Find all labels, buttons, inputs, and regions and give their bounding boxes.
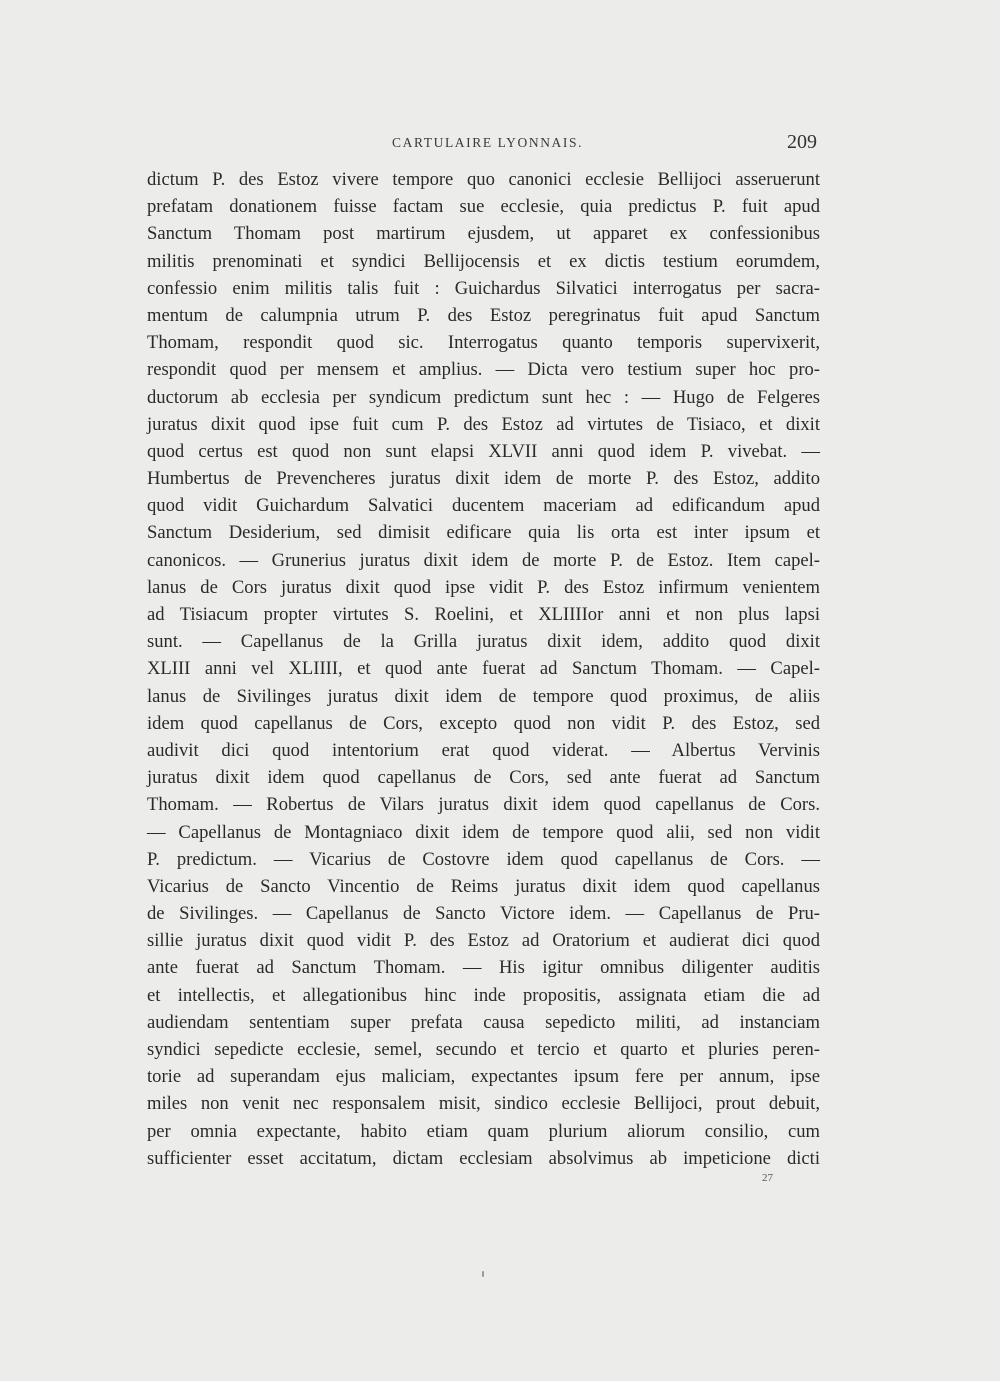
- text-line: per omnia expectante, habito etiam quam plurium aliorum consilio, cum: [147, 1120, 820, 1142]
- running-title: CARTULAIRE LYONNAIS.: [392, 135, 584, 150]
- text-line: militis prenominati et syndici Bellijocensis et ex dictis testium eorumdem,: [147, 250, 820, 272]
- text-line: sillie juratus dixit quod vidit P. des Estoz ad Oratorium et audierat dici quod: [147, 930, 820, 952]
- text-line: Vicarius de Sancto Vincentio de Reims juratus dixit idem quod capellanus: [147, 875, 820, 897]
- text-line: ante fuerat ad Sanctum Thomam. — His igitur omnibus diligenter auditis: [147, 957, 820, 979]
- text-line: lanus de Cors juratus dixit quod ipse vidit P. des Estoz infirmum venientem: [147, 576, 820, 598]
- text-line: Sanctum Desiderium, sed dimisit edificare quia lis orta est inter ipsum et: [147, 522, 820, 544]
- text-line: ad Tisiacum propter virtutes S. Roelini, et XLIIIIor anni et non plus lapsi: [147, 604, 820, 625]
- text-line: XLIII anni vel XLIIII, et quod ante fuerat ad Sanctum Thomam. — Capel-: [147, 658, 820, 680]
- text-line: mentum de calumpnia utrum P. des Estoz peregrinatus fuit apud Sanctum: [147, 304, 820, 326]
- text-line: juratus dixit idem quod capellanus de Cors, sed ante fuerat ad Sanctum: [147, 767, 820, 789]
- text-line: — Capellanus de Montagniaco dixit idem de tempore quod alii, sed non vidit: [147, 821, 820, 843]
- text-line: audiendam sententiam super prefata causa sepedicto militi, ad instanciam: [147, 1011, 820, 1033]
- text-line: lanus de Sivilinges juratus dixit idem de tempore quod proximus, de aliis: [147, 685, 820, 707]
- text-line: syndici sepedicte ecclesie, semel, secundo et tercio et quarto et pluries peren-: [147, 1039, 820, 1060]
- text-line: et intellectis, et allegationibus hinc inde propositis, assignata etiam die ad: [147, 984, 820, 1006]
- text-line: sunt. — Capellanus de la Grilla juratus dixit idem, addito quod dixit: [147, 631, 820, 653]
- text-line: torie ad superandam ejus maliciam, expectantes ipsum fere per annum, ipse: [147, 1066, 820, 1088]
- text-line: dictum P. des Estoz vivere tempore quo canonici ecclesie Bellijoci asseruerunt: [147, 169, 820, 190]
- text-line: Sanctum Thomam post martirum ejusdem, ut apparet ex confessionibus: [147, 223, 820, 245]
- text-line: Thomam. — Robertus de Vilars juratus dixit idem quod capellanus de Cors.: [147, 794, 820, 816]
- paper-speck: [482, 1271, 484, 1277]
- text-line: sufficienter esset accitatum, dictam ecclesiam absolvimus ab impeticione dicti: [147, 1147, 820, 1169]
- text-line: idem quod capellanus de Cors, excepto quod non vidit P. des Estoz, sed: [147, 712, 820, 734]
- text-line: prefatam donationem fuisse factam sue ecclesie, quia predictus P. fuit apud: [147, 196, 820, 218]
- text-line: Humbertus de Prevencheres juratus dixit idem de morte P. des Estoz, addito: [147, 468, 820, 490]
- text-line: juratus dixit quod ipse fuit cum P. des Estoz ad virtutes de Tisiaco, et dixit: [147, 413, 820, 435]
- signature-mark: 27: [762, 1172, 773, 1184]
- text-line: respondit quod per mensem et amplius. — Dicta vero testium super hoc pro-: [147, 359, 820, 381]
- text-line: de Sivilinges. — Capellanus de Sancto Victore idem. — Capellanus de Pru-: [147, 903, 820, 925]
- text-line: ductorum ab ecclesia per syndicum predictum sunt hec : — Hugo de Felgeres: [147, 386, 820, 408]
- text-line: canonicos. — Grunerius juratus dixit idem de morte P. de Estoz. Item capel-: [147, 549, 820, 571]
- text-line: P. predictum. — Vicarius de Costovre idem quod capellanus de Cors. —: [147, 848, 820, 870]
- body-text: [147, 166, 820, 1172]
- text-line: miles non venit nec responsalem misit, sindico ecclesie Bellijoci, prout debuit,: [147, 1093, 820, 1115]
- running-head: [0, 131, 1000, 155]
- text-line: quod vidit Guichardum Salvatici ducentem maceriam ad edificandum apud: [147, 495, 820, 517]
- text-line: audivit dici quod intentorium erat quod viderat. — Albertus Vervinis: [147, 739, 820, 761]
- text-line: quod certus est quod non sunt elapsi XLVII anni quod idem P. vivebat. —: [147, 440, 820, 462]
- text-line: Thomam, respondit quod sic. Interrogatus quanto temporis supervixerit,: [147, 332, 820, 354]
- text-line: confessio enim militis talis fuit : Guichardus Silvatici interrogatus per sacra-: [147, 277, 820, 299]
- page-number: 209: [787, 131, 817, 153]
